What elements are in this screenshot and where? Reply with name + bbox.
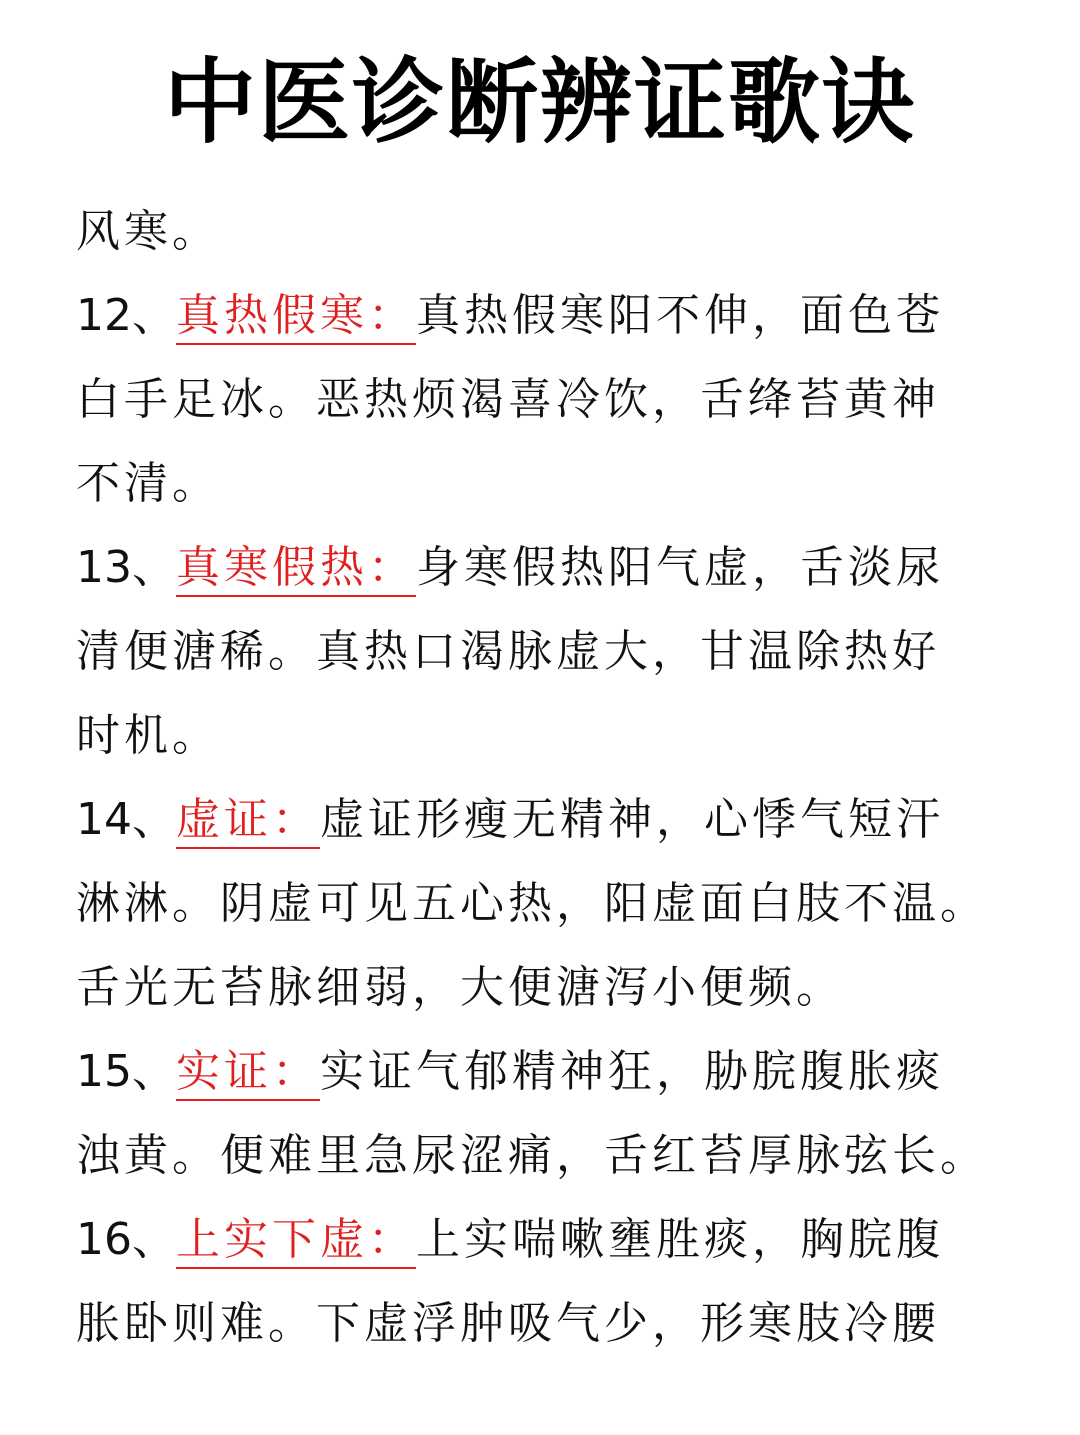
line-text: 淋淋。阴虚可见五心热，阳虚面白肢不温。 xyxy=(76,878,988,929)
verse-line xyxy=(76,190,1026,274)
verse-line xyxy=(76,526,1026,610)
term-heading: 虚证： xyxy=(176,794,320,849)
item-number: 15、 xyxy=(76,1046,176,1097)
item-number: 12、 xyxy=(76,290,176,341)
verse-line xyxy=(76,610,1026,694)
verse-line xyxy=(76,274,1026,358)
item-number: 14、 xyxy=(76,794,176,845)
item-number: 16、 xyxy=(76,1214,176,1265)
verse-line xyxy=(76,1282,1026,1366)
verse-line xyxy=(76,1198,1026,1282)
verse-line xyxy=(76,778,1026,862)
page-title: 中医诊断辨证歌诀 xyxy=(163,49,916,156)
line-text: 上实喘嗽壅胜痰，胸脘腹 xyxy=(416,1214,944,1265)
verse-line xyxy=(76,442,1026,526)
verse-body xyxy=(76,190,1026,1366)
line-text: 时机。 xyxy=(76,710,220,761)
verse-line xyxy=(76,694,1026,778)
line-text: 浊黄。便难里急尿涩痛，舌红苔厚脉弦长。 xyxy=(76,1130,988,1181)
line-text: 真热假寒阳不伸，面色苍 xyxy=(416,290,944,341)
term-heading: 真热假寒： xyxy=(176,290,416,345)
line-text: 不清。 xyxy=(76,458,220,509)
line-text: 风寒。 xyxy=(76,206,220,257)
line-text: 舌光无苔脉细弱，大便溏泻小便频。 xyxy=(76,962,844,1013)
term-heading: 上实下虚： xyxy=(176,1214,416,1269)
verse-line xyxy=(76,358,1026,442)
line-text: 身寒假热阳气虚，舌淡尿 xyxy=(416,542,944,593)
line-text: 虚证形瘦无精神，心悸气短汗 xyxy=(320,794,944,845)
line-text: 白手足冰。恶热烦渴喜冷饮，舌绛苔黄神 xyxy=(76,374,940,425)
term-heading: 真寒假热： xyxy=(176,542,416,597)
term-heading: 实证： xyxy=(176,1046,320,1101)
verse-line xyxy=(76,1114,1026,1198)
verse-line xyxy=(76,946,1026,1030)
verse-line xyxy=(76,862,1026,946)
line-text: 实证气郁精神狂，胁脘腹胀痰 xyxy=(320,1046,944,1097)
line-text: 清便溏稀。真热口渴脉虚大，甘温除热好 xyxy=(76,626,940,677)
item-number: 13、 xyxy=(76,542,176,593)
line-text: 胀卧则难。下虚浮肿吸气少，形寒肢冷腰 xyxy=(76,1298,940,1349)
verse-line xyxy=(76,1030,1026,1114)
